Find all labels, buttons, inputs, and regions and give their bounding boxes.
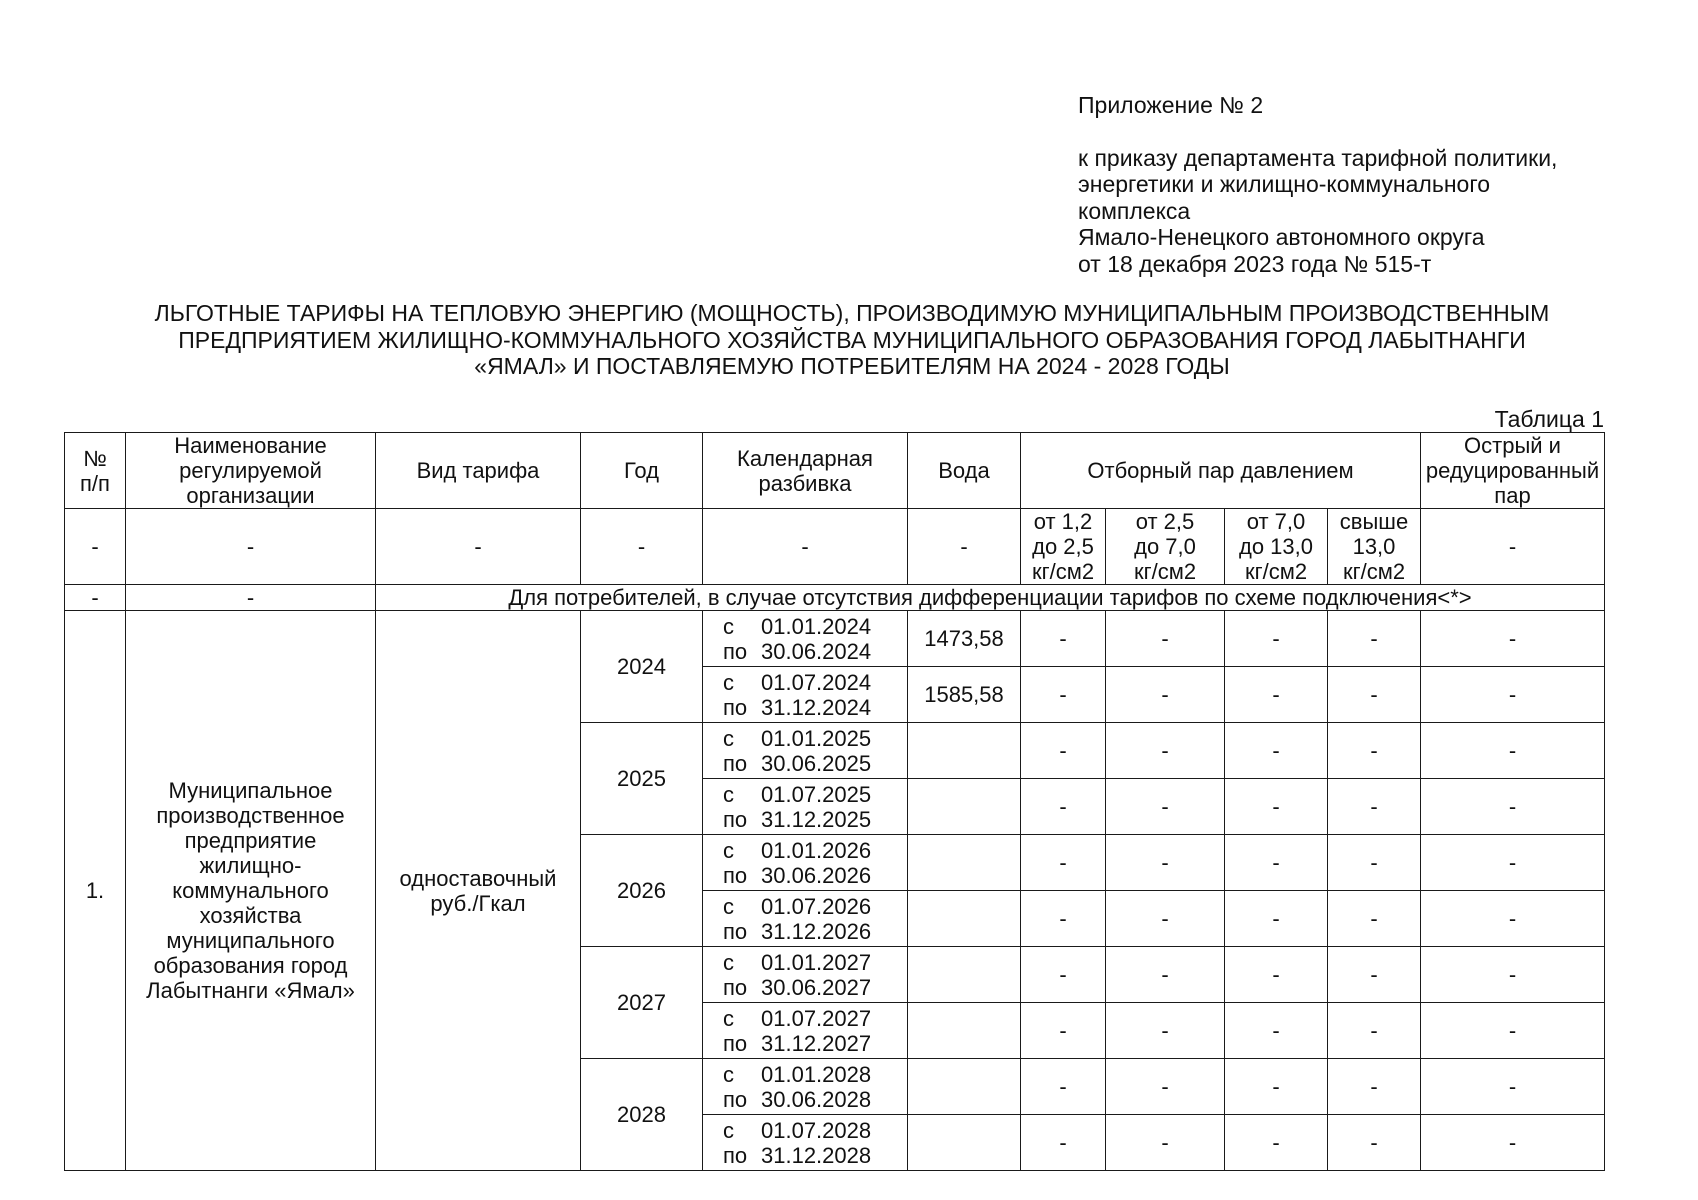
pressure-range-1: от 1,2 до 2,5 кг/см2 xyxy=(1021,509,1106,585)
sharp-steam-tariff: - xyxy=(1421,891,1605,947)
annex-line: от 18 декабря 2023 года № 515-т xyxy=(1078,250,1432,277)
title-line: «ЯМАЛ» И ПОСТАВЛЯЕМУЮ ПОТРЕБИТЕЛЯМ НА 2024 - 2028 ГОДЫ xyxy=(474,353,1230,379)
annex-line: Ямало-Ненецкого автономного округа xyxy=(1078,224,1485,250)
period-to-date: 31.12.2025 xyxy=(761,806,872,832)
header-organization: Наименование регулируемой организации xyxy=(126,433,376,509)
period-from-date: 01.07.2026 xyxy=(761,893,872,919)
calendar-period xyxy=(703,611,908,667)
steam-tariff: - xyxy=(1021,611,1106,667)
header-sharp-steam: Острый и редуцированный пар xyxy=(1421,433,1605,509)
period-from-prefix: с xyxy=(723,1117,734,1143)
period-to-prefix: по xyxy=(723,694,748,720)
subheader-dash: - xyxy=(126,509,376,585)
water-tariff: 1473,58 xyxy=(908,611,1021,667)
calendar-period xyxy=(703,667,908,723)
steam-tariff: - xyxy=(1225,947,1328,1003)
steam-tariff: - xyxy=(1021,835,1106,891)
header-row xyxy=(65,433,1605,509)
subheader-dash: - xyxy=(908,509,1021,585)
period-from-prefix: с xyxy=(723,893,734,919)
period-to-date: 30.06.2026 xyxy=(761,862,872,888)
header-steam: Отборный пар давлением xyxy=(1021,433,1421,509)
header-calendar: Календарная разбивка xyxy=(703,433,908,509)
water-tariff xyxy=(908,1003,1021,1059)
header-year: Год xyxy=(581,433,703,509)
calendar-period xyxy=(703,891,908,947)
steam-tariff: - xyxy=(1328,947,1421,1003)
period-to-date: 31.12.2027 xyxy=(761,1030,872,1056)
steam-tariff: - xyxy=(1106,723,1225,779)
period-from-date: 01.01.2027 xyxy=(761,949,872,975)
header-tariff-type: Вид тарифа xyxy=(376,433,581,509)
sharp-steam-tariff: - xyxy=(1421,779,1605,835)
period-to-prefix: по xyxy=(723,638,748,664)
sharp-steam-tariff: - xyxy=(1421,1003,1605,1059)
steam-tariff: - xyxy=(1225,667,1328,723)
year-cell: 2025 xyxy=(581,723,703,835)
period-from-prefix: с xyxy=(723,1005,734,1031)
document-title xyxy=(40,300,1664,380)
note-text: Для потребителей, в случае отсутствия дифференциации тарифов по схеме подключения<*> xyxy=(376,585,1605,611)
year-cell: 2026 xyxy=(581,835,703,947)
steam-tariff: - xyxy=(1021,947,1106,1003)
organization-name: Муниципальное производственное предприятие жилищно- коммунального хозяйства муниципального образования город Лабытнанги «Ямал» xyxy=(126,611,376,1171)
period-from-prefix: с xyxy=(723,1061,734,1087)
steam-tariff: - xyxy=(1328,1115,1421,1171)
period-from-date: 01.07.2024 xyxy=(761,669,872,695)
period-to-prefix: по xyxy=(723,1142,748,1168)
steam-tariff: - xyxy=(1225,1059,1328,1115)
subheader-row xyxy=(65,509,1605,585)
steam-tariff: - xyxy=(1021,1003,1106,1059)
sharp-steam-tariff: - xyxy=(1421,1115,1605,1171)
header-water: Вода xyxy=(908,433,1021,509)
row-number: 1. xyxy=(65,611,126,1171)
table-row xyxy=(65,611,1605,667)
water-tariff xyxy=(908,1115,1021,1171)
period-from-date: 01.07.2028 xyxy=(761,1117,872,1143)
period-to-prefix: по xyxy=(723,862,748,888)
water-tariff xyxy=(908,835,1021,891)
note-dash: - xyxy=(65,585,126,611)
steam-tariff: - xyxy=(1328,779,1421,835)
period-to-prefix: по xyxy=(723,1030,748,1056)
calendar-period xyxy=(703,779,908,835)
steam-tariff: - xyxy=(1328,835,1421,891)
calendar-period xyxy=(703,723,908,779)
period-to-date: 31.12.2028 xyxy=(761,1142,872,1168)
year-cell: 2024 xyxy=(581,611,703,723)
steam-tariff: - xyxy=(1106,1115,1225,1171)
subheader-dash: - xyxy=(703,509,908,585)
year-cell: 2027 xyxy=(581,947,703,1059)
water-tariff xyxy=(908,779,1021,835)
sharp-steam-tariff: - xyxy=(1421,947,1605,1003)
period-to-prefix: по xyxy=(723,1086,748,1112)
subheader-dash: - xyxy=(65,509,126,585)
period-to-prefix: по xyxy=(723,750,748,776)
steam-tariff: - xyxy=(1225,1115,1328,1171)
steam-tariff: - xyxy=(1225,779,1328,835)
steam-tariff: - xyxy=(1328,667,1421,723)
steam-tariff: - xyxy=(1328,891,1421,947)
water-tariff xyxy=(908,947,1021,1003)
period-to-date: 30.06.2025 xyxy=(761,750,872,776)
sharp-steam-tariff: - xyxy=(1421,1059,1605,1115)
steam-tariff: - xyxy=(1021,723,1106,779)
steam-tariff: - xyxy=(1328,723,1421,779)
water-tariff: 1585,58 xyxy=(908,667,1021,723)
steam-tariff: - xyxy=(1106,1003,1225,1059)
steam-tariff: - xyxy=(1225,835,1328,891)
pressure-range-2: от 2,5 до 7,0 кг/см2 xyxy=(1106,509,1225,585)
steam-tariff: - xyxy=(1106,611,1225,667)
tariff-kind: одноставочный руб./Гкал xyxy=(376,611,581,1171)
period-to-prefix: по xyxy=(723,918,748,944)
calendar-period xyxy=(703,1003,908,1059)
period-from-prefix: с xyxy=(723,613,734,639)
annex-line: энергетики и жилищно-коммунального xyxy=(1078,171,1490,197)
period-from-date: 01.01.2026 xyxy=(761,837,872,863)
period-to-date: 30.06.2027 xyxy=(761,974,872,1000)
period-to-date: 30.06.2024 xyxy=(761,638,872,664)
steam-tariff: - xyxy=(1225,723,1328,779)
steam-tariff: - xyxy=(1021,1115,1106,1171)
steam-tariff: - xyxy=(1328,1059,1421,1115)
steam-tariff: - xyxy=(1021,1059,1106,1115)
calendar-period xyxy=(703,835,908,891)
table-caption: Таблица 1 xyxy=(1494,406,1604,432)
steam-tariff: - xyxy=(1106,891,1225,947)
period-from-date: 01.01.2028 xyxy=(761,1061,872,1087)
period-from-date: 01.01.2025 xyxy=(761,725,872,751)
note-row xyxy=(65,585,1605,611)
subheader-dash: - xyxy=(376,509,581,585)
period-from-date: 01.07.2027 xyxy=(761,1005,872,1031)
title-line: ПРЕДПРИЯТИЕМ ЖИЛИЩНО-КОММУНАЛЬНОГО ХОЗЯЙСТВА МУНИЦИПАЛЬНОГО ОБРАЗОВАНИЯ ГОРОД ЛАБЫТНАНГИ xyxy=(178,326,1526,353)
title-line: ЛЬГОТНЫЕ ТАРИФЫ НА ТЕПЛОВУЮ ЭНЕРГИЮ (МОЩНОСТЬ), ПРОИЗВОДИМУЮ МУНИЦИПАЛЬНЫМ ПРОИЗВОДСТВЕННЫМ xyxy=(154,300,1550,326)
period-to-date: 31.12.2024 xyxy=(761,694,872,720)
steam-tariff: - xyxy=(1328,611,1421,667)
annex-line: к приказу департамента тарифной политики, xyxy=(1078,144,1558,171)
tariff-table xyxy=(64,432,1605,1171)
water-tariff xyxy=(908,723,1021,779)
steam-tariff: - xyxy=(1106,947,1225,1003)
header-num: № п/п xyxy=(65,433,126,509)
water-tariff xyxy=(908,891,1021,947)
steam-tariff: - xyxy=(1225,611,1328,667)
sharp-steam-tariff: - xyxy=(1421,835,1605,891)
period-from-prefix: с xyxy=(723,837,734,863)
sharp-steam-tariff: - xyxy=(1421,723,1605,779)
steam-tariff: - xyxy=(1106,1059,1225,1115)
sharp-steam-tariff: - xyxy=(1421,611,1605,667)
period-from-date: 01.07.2025 xyxy=(761,781,872,807)
period-from-prefix: с xyxy=(723,725,734,751)
subheader-dash: - xyxy=(581,509,703,585)
steam-tariff: - xyxy=(1021,667,1106,723)
sharp-steam-tariff: - xyxy=(1421,667,1605,723)
period-to-prefix: по xyxy=(723,974,748,1000)
steam-tariff: - xyxy=(1106,779,1225,835)
period-from-date: 01.01.2024 xyxy=(761,613,872,639)
steam-tariff: - xyxy=(1021,779,1106,835)
pressure-range-3: от 7,0 до 13,0 кг/см2 xyxy=(1225,509,1328,585)
steam-tariff: - xyxy=(1106,835,1225,891)
steam-tariff: - xyxy=(1021,891,1106,947)
year-cell: 2028 xyxy=(581,1059,703,1171)
steam-tariff: - xyxy=(1328,1003,1421,1059)
calendar-period xyxy=(703,947,908,1003)
steam-tariff: - xyxy=(1225,1003,1328,1059)
annex-line: Приложение № 2 xyxy=(1078,92,1264,118)
period-from-prefix: с xyxy=(723,949,734,975)
period-to-date: 31.12.2026 xyxy=(761,918,872,944)
annex-block xyxy=(1078,92,1638,277)
calendar-period xyxy=(703,1059,908,1115)
period-to-prefix: по xyxy=(723,806,748,832)
annex-line: комплекса xyxy=(1078,197,1191,224)
period-from-prefix: с xyxy=(723,781,734,807)
steam-tariff: - xyxy=(1225,891,1328,947)
steam-tariff: - xyxy=(1106,667,1225,723)
pressure-range-4: свыше 13,0 кг/см2 xyxy=(1328,509,1421,585)
subheader-dash: - xyxy=(1421,509,1605,585)
period-from-prefix: с xyxy=(723,669,734,695)
calendar-period xyxy=(703,1115,908,1171)
note-dash: - xyxy=(126,585,376,611)
period-to-date: 30.06.2028 xyxy=(761,1086,872,1112)
water-tariff xyxy=(908,1059,1021,1115)
